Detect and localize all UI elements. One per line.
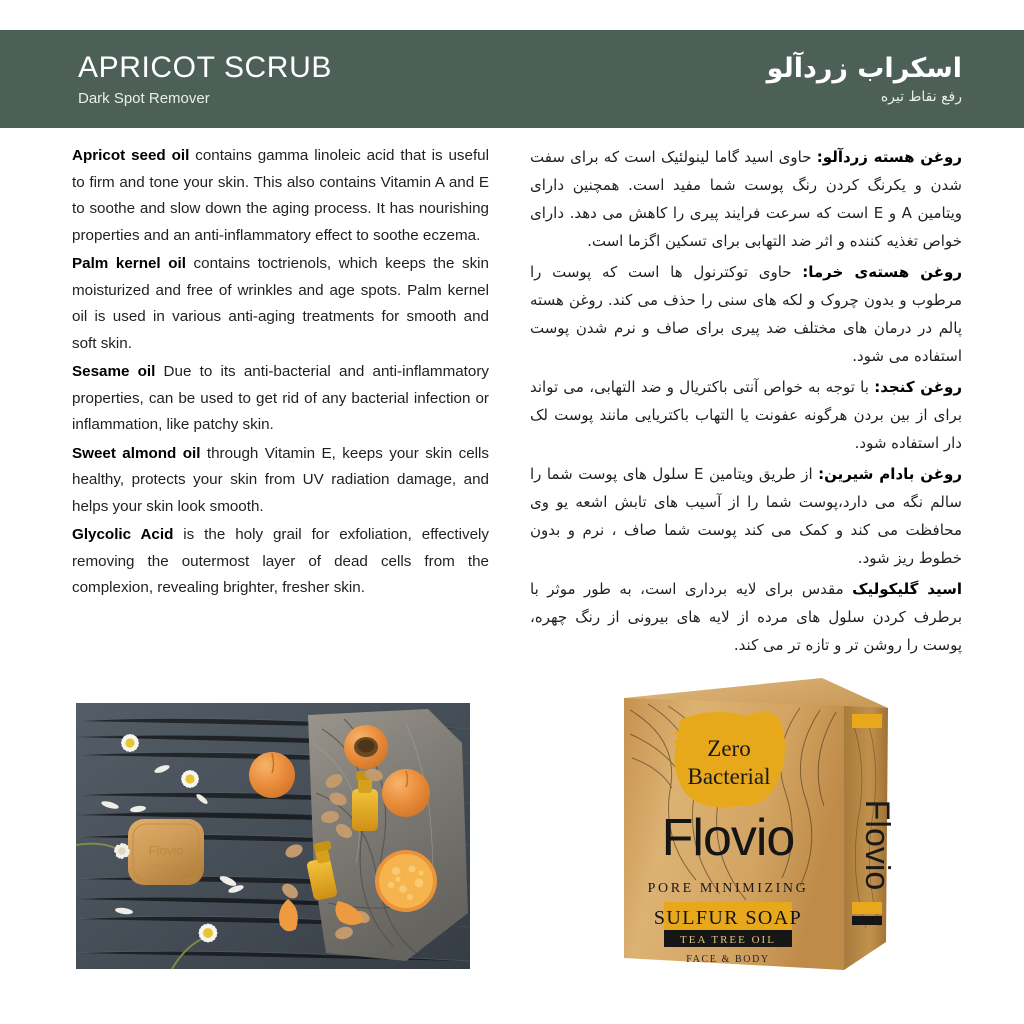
tagline: PORE MINIMIZING xyxy=(647,881,809,896)
soap-brand-emboss: Flovio xyxy=(148,843,184,858)
flatlay-illustration xyxy=(76,703,470,969)
ingredient-name: Sweet almond oil xyxy=(72,444,201,462)
ingredient-paragraph-fa xyxy=(530,258,962,370)
ingredient-paragraph xyxy=(72,251,489,357)
ingredient-name: Glycolic Acid xyxy=(72,526,174,543)
product-name: SULFUR SOAP xyxy=(653,907,803,929)
ingredient-name-fa: اسید گلیکولیک xyxy=(852,580,962,598)
ingredient-name-fa: روغن کنجد: xyxy=(874,378,962,396)
page-title-fa: اسکراب زردآلو xyxy=(766,52,962,84)
side-product-band xyxy=(852,902,882,914)
ingredient-paragraph-fa xyxy=(530,143,962,255)
badge-line1: Zero xyxy=(707,736,751,761)
ingredient-body-fa: مقدس برای لایه برداری است، به طور موثر با برطرف کردن سلول های مرده از لایه های بیرونی از رنگ چهره، پوست را روشن تر و تازه تر می کند. xyxy=(530,580,962,654)
ingredient-name: Palm kernel oil xyxy=(72,255,186,272)
product-package-image xyxy=(600,670,910,985)
page-subtitle-en: Dark Spot Remover xyxy=(78,89,210,107)
header-bar xyxy=(0,30,1024,128)
brand-name: Flovio xyxy=(661,809,795,867)
page-title-en: APRICOT SCRUB xyxy=(78,50,332,84)
ingredient-paragraph-fa xyxy=(530,460,962,572)
ingredient-body: contains toctrienols, which keeps the skin moisturized and free of wrinkles and age spots. Palm kernel oil is used in various anti-aging treatments for smooth and soft skin. xyxy=(72,255,489,352)
ingredient-name: Apricot seed oil xyxy=(72,147,190,164)
ingredient-paragraph xyxy=(72,441,489,521)
ingredient-name-fa: روغن هسته‌ی خرما: xyxy=(802,263,962,281)
ingredient-body-fa: حاوی اسید گاما لینولئیک است که برای سفت شدن و یکرنگ کردن رنگ پوست شما مفید است. همچنین دارای ویتامین A و E است که سرعت فرایند پیری را کاهش می دهد. دارای خواص تغذیه کننده و اثر ضد التهابی برای تسکین اگزما است. xyxy=(530,148,963,250)
package-illustration xyxy=(600,670,910,985)
ingredient-paragraph-fa xyxy=(530,373,962,457)
page-subtitle-fa: رفع نقاط تیره xyxy=(880,89,962,106)
product-flatlay-photo xyxy=(76,703,470,969)
usage: FACE & BODY xyxy=(686,954,770,965)
ingredient-body: contains gamma linoleic acid that is useful to firm and tone your skin. This also contains Vitamin A and E to soothe and slow down the aging process. It has nourishing properties and an anti-inflammatory effect to soothe eczema. xyxy=(72,147,489,244)
header-left-group xyxy=(0,51,332,108)
ingredient-body-fa: با توجه به خواص آنتی باکتریال و ضد التهابی، می تواند برای از بین بردن هرگونه عفونت یا التهاب باکتریایی مانند پوست لک دار استفاده شود. xyxy=(530,378,962,452)
side-variant-band xyxy=(852,916,882,925)
ingredient-body: is the holy grail for exfoliation, effectively removing the outermost layer of dead cells from the complexion, revealing brighter, fresher skin. xyxy=(72,526,490,596)
ingredient-paragraph xyxy=(72,359,489,439)
variant: TEA TREE OIL xyxy=(680,934,776,946)
ingredient-body: through Vitamin E, keeps your skin cells healthy, protects your skin from UV radiation damage, and helps your skin look smooth. xyxy=(72,444,489,515)
ingredients-column-fa xyxy=(530,143,962,662)
ingredient-body-fa: حاوی توکترنول ها است که پوست را مرطوب و بدون چروک و لکه های سنی را حذف می کند. روغن هسته پالم در درمان های مختلف ضد پیری برای صاف و نرم شدن پوست استفاده می شود. xyxy=(530,263,962,365)
badge-line2: Bacterial xyxy=(687,764,771,789)
ingredient-name: Sesame oil xyxy=(72,363,156,380)
ingredient-body-fa: از طریق ویتامین E سلول های پوست شما را سالم نگه می دارد،پوست شما را از آسیب های تابش اشعه یو وی محافظت می کند و کمک می کند پوست شما صاف ، نرم و بدون خطوط ریز شود. xyxy=(530,465,962,567)
ingredients-column-en xyxy=(72,143,489,604)
header-right-group xyxy=(767,52,1024,107)
side-brand-name: Flovio xyxy=(858,799,896,891)
side-accent-band xyxy=(852,714,882,728)
svg-text:SULFUR: SULFUR xyxy=(152,863,180,868)
ingredient-body: Due to its anti-bacterial and anti-inflammatory properties, can be used to get rid of any bacterial infection or inflammation, like patchy skin. xyxy=(72,363,490,433)
ingredient-name-fa: روغن بادام شیرین: xyxy=(818,465,962,483)
ingredient-paragraph xyxy=(72,143,489,249)
ingredient-paragraph xyxy=(72,522,489,602)
ingredient-name-fa: روغن هسته زردآلو: xyxy=(816,148,962,166)
ingredient-paragraph-fa xyxy=(530,575,962,659)
